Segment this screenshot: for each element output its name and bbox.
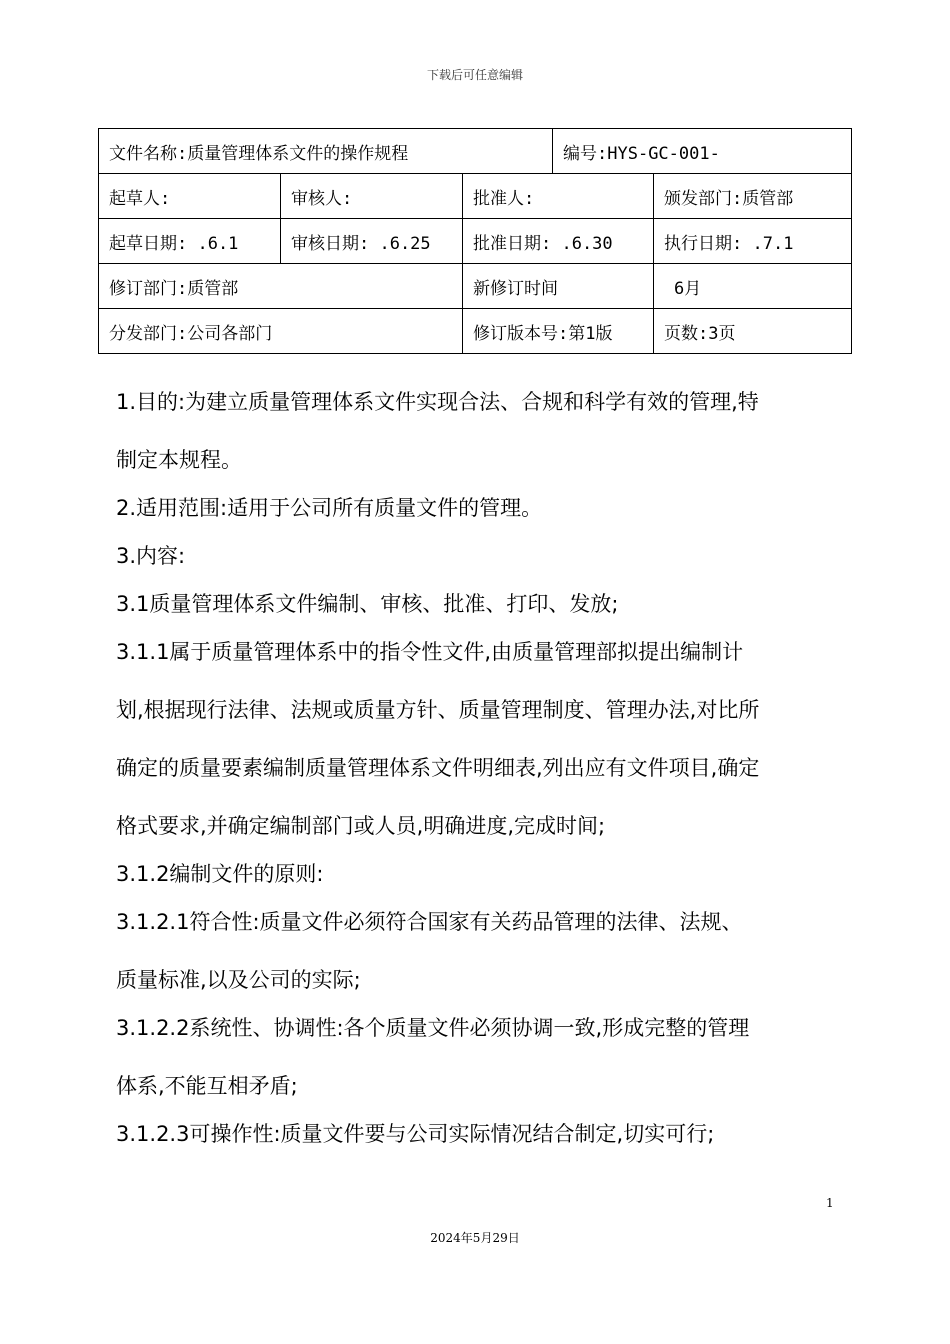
body-line: 确定的质量要素编制质量管理体系文件明细表,列出应有文件项目,确定: [116, 756, 760, 780]
revision-version-cell: 修订版本号:第1版: [463, 309, 654, 354]
body-line: 制定本规程。: [116, 448, 242, 472]
effective-date-cell: 执行日期: .7.1: [654, 219, 852, 264]
draft-date-cell: 起草日期: .6.1: [99, 219, 281, 264]
body-line: 体系,不能互相矛盾;: [116, 1074, 298, 1098]
page-number: 1: [826, 1196, 834, 1210]
body-line: 3.1.1属于质量管理体系中的指令性文件,由质量管理部拟提出编制计: [116, 640, 744, 664]
table-row: [99, 219, 852, 264]
body-line: 3.1.2.3可操作性:质量文件要与公司实际情况结合制定,切实可行;: [116, 1122, 715, 1146]
body-line: 3.1.2.1符合性:质量文件必须符合国家有关药品管理的法律、法规、: [116, 910, 743, 934]
reviewer-cell: 审核人:: [281, 174, 463, 219]
body-line: 3.1.2编制文件的原则:: [116, 862, 324, 886]
document-body: [116, 378, 838, 1158]
document-info-table: [98, 128, 852, 354]
drafter-cell: 起草人:: [99, 174, 281, 219]
table-row: [99, 174, 852, 219]
body-line: 3.内容:: [116, 544, 186, 568]
page-count-cell: 页数:3页: [654, 309, 852, 354]
footer-date: 2024年5月29日: [430, 1231, 520, 1245]
table-row: [99, 309, 852, 354]
distribution-dept-cell: 分发部门:公司各部门: [99, 309, 463, 354]
approver-cell: 批准人:: [463, 174, 654, 219]
table-row: [99, 264, 852, 309]
body-line: 3.1质量管理体系文件编制、审核、批准、打印、发放;: [116, 592, 619, 616]
file-code-cell: 编号:HYS-GC-001-: [553, 129, 852, 174]
body-line: 划,根据现行法律、法规或质量方针、质量管理制度、管理办法,对比所: [116, 698, 760, 722]
revision-time-label-cell: 新修订时间: [463, 264, 654, 309]
body-line: 2.适用范围:适用于公司所有质量文件的管理。: [116, 496, 543, 520]
table-row: [99, 129, 852, 174]
body-line: 3.1.2.2系统性、协调性:各个质量文件必须协调一致,形成完整的管理: [116, 1016, 750, 1040]
body-line: 1.目的:为建立质量管理体系文件实现合法、合规和科学有效的管理,特: [116, 390, 759, 414]
body-line: 质量标准,以及公司的实际;: [116, 968, 361, 992]
file-name-cell: 文件名称:质量管理体系文件的操作规程: [99, 129, 553, 174]
approve-date-cell: 批准日期: .6.30: [463, 219, 654, 264]
review-date-cell: 审核日期: .6.25: [281, 219, 463, 264]
issuing-dept-cell: 颁发部门:质管部: [654, 174, 852, 219]
revision-dept-cell: 修订部门:质管部: [99, 264, 463, 309]
revision-time-value-cell: 6月: [654, 264, 852, 309]
body-line: 格式要求,并确定编制部门或人员,明确进度,完成时间;: [116, 814, 606, 838]
header-note: 下载后可任意编辑: [426, 68, 523, 82]
